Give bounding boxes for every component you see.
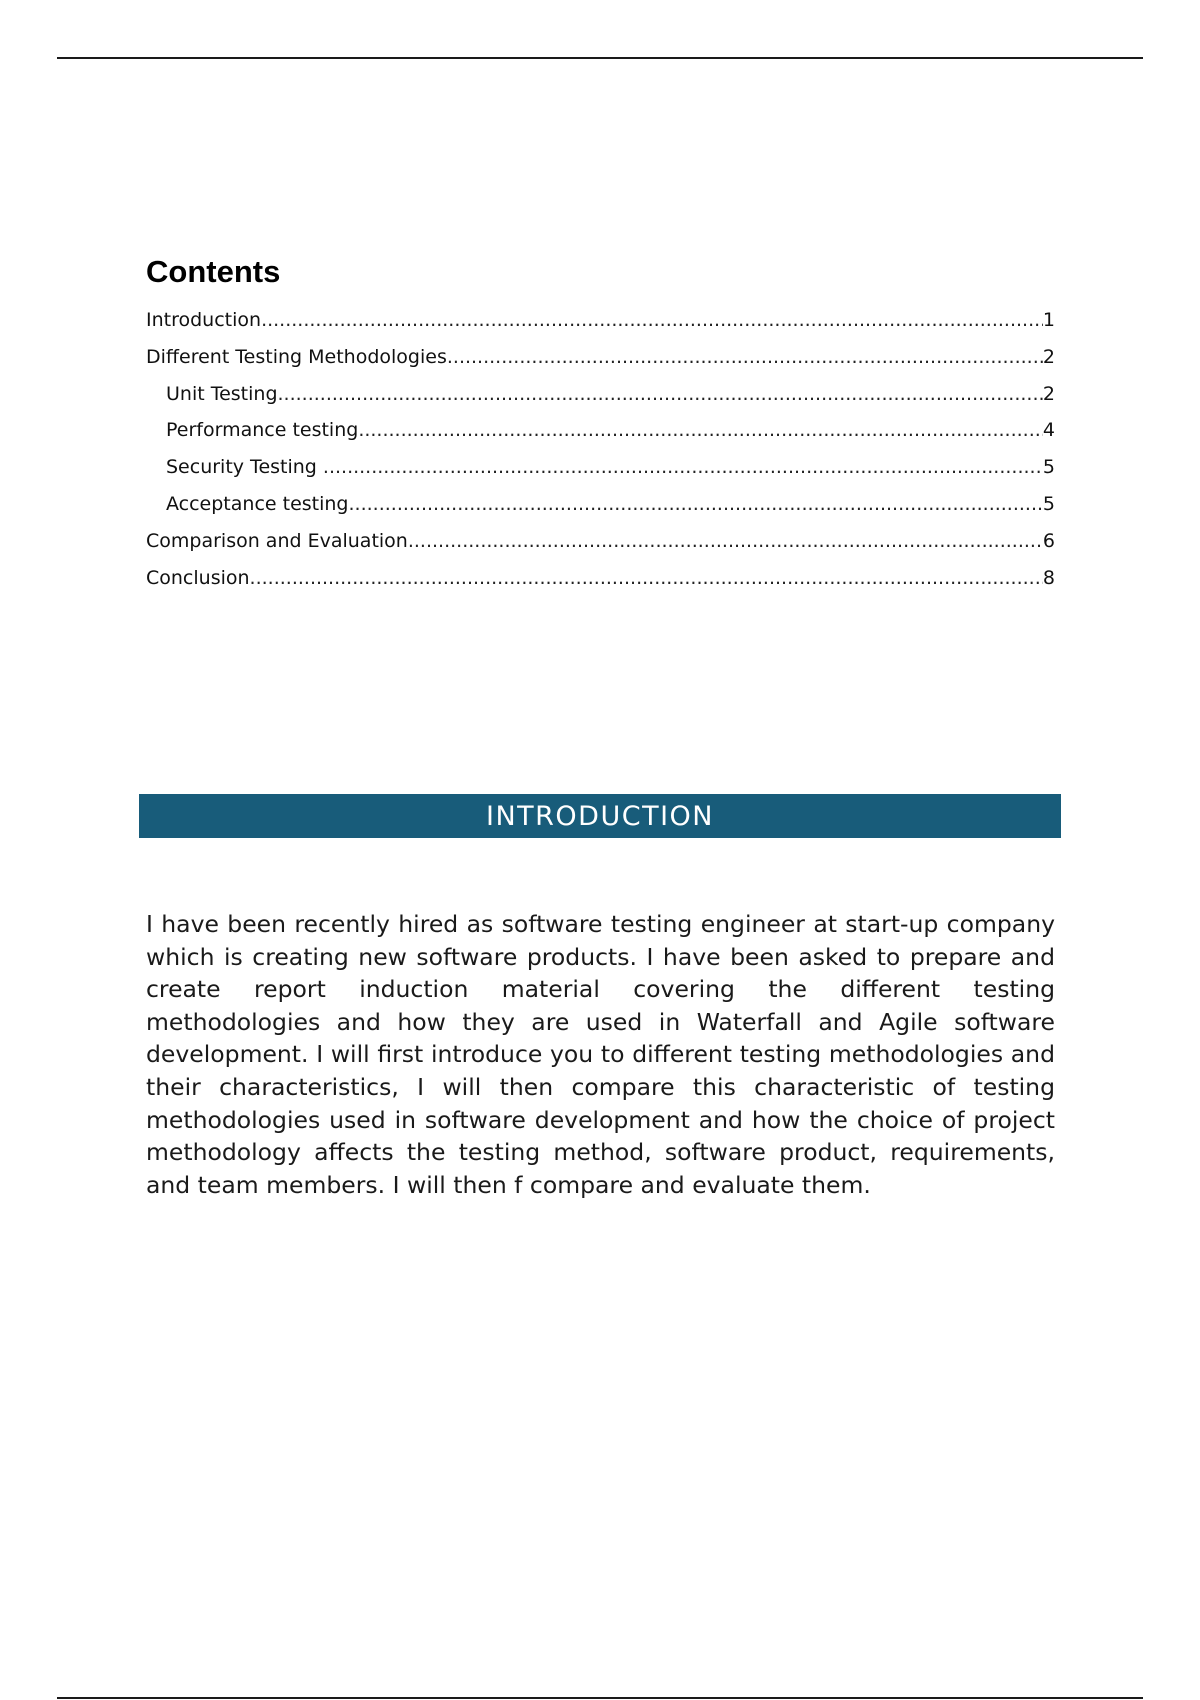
introduction-paragraph: I have been recently hired as software testing engineer at start-up company which is creating new software products. I have been asked to prepare and create report induction material covering the different testing methodologies and how they are used in Waterfall and Agile software development. I will first introduce you to different testing methodologies and their characteristics, I will then compare this characteristic of testing methodologies used in software development and how the choice of project methodology affects the testing method, software product, requirements, and team members. I will then f compare and evaluate them. (146, 910, 1055, 1199)
toc-entry-comparison-and-evaluation[interactable] (146, 523, 1055, 560)
header-rule (57, 57, 1143, 59)
toc-entry-label: Comparison and Evaluation (146, 529, 408, 552)
introduction-heading: INTRODUCTION (486, 800, 714, 832)
table-of-contents (146, 250, 1055, 596)
toc-list (146, 302, 1055, 596)
toc-entry-performance-testing[interactable] (146, 412, 1055, 449)
toc-entry-page: 2 (1042, 345, 1055, 368)
toc-entry-unit-testing[interactable] (146, 376, 1055, 413)
toc-dot-leader (250, 560, 1043, 597)
toc-entry-page: 5 (1042, 456, 1055, 479)
toc-dot-leader (278, 376, 1043, 413)
toc-entry-label: Security Testing (166, 456, 323, 479)
footer-rule (57, 1697, 1143, 1699)
toc-dot-leader (323, 449, 1043, 486)
toc-entry-introduction[interactable] (146, 302, 1055, 339)
toc-entry-different-testing-methodologies[interactable] (146, 339, 1055, 376)
toc-entry-conclusion[interactable] (146, 560, 1055, 597)
toc-entry-label: Conclusion (146, 566, 250, 589)
toc-entry-page: 8 (1042, 566, 1055, 589)
toc-entry-page: 6 (1042, 529, 1055, 552)
toc-entry-label: Different Testing Methodologies (146, 345, 447, 368)
toc-entry-security-testing[interactable] (146, 449, 1055, 486)
toc-entry-acceptance-testing[interactable] (146, 486, 1055, 523)
toc-title: Contents (146, 254, 281, 289)
toc-dot-leader (447, 339, 1043, 376)
toc-entry-page: 2 (1042, 382, 1055, 405)
toc-entry-page: 5 (1042, 492, 1055, 515)
toc-entry-page: 1 (1042, 309, 1055, 331)
toc-dot-leader (261, 302, 1043, 339)
introduction-heading-banner (139, 794, 1061, 838)
toc-entry-label: Introduction (146, 309, 262, 331)
toc-entry-label: Performance testing (166, 419, 359, 442)
toc-dot-leader (349, 486, 1043, 523)
toc-entry-label: Acceptance testing (166, 492, 349, 515)
toc-entry-page: 4 (1042, 419, 1055, 442)
toc-dot-leader (408, 523, 1043, 560)
toc-entry-label: Unit Testing (166, 382, 278, 405)
toc-dot-leader (358, 412, 1043, 449)
